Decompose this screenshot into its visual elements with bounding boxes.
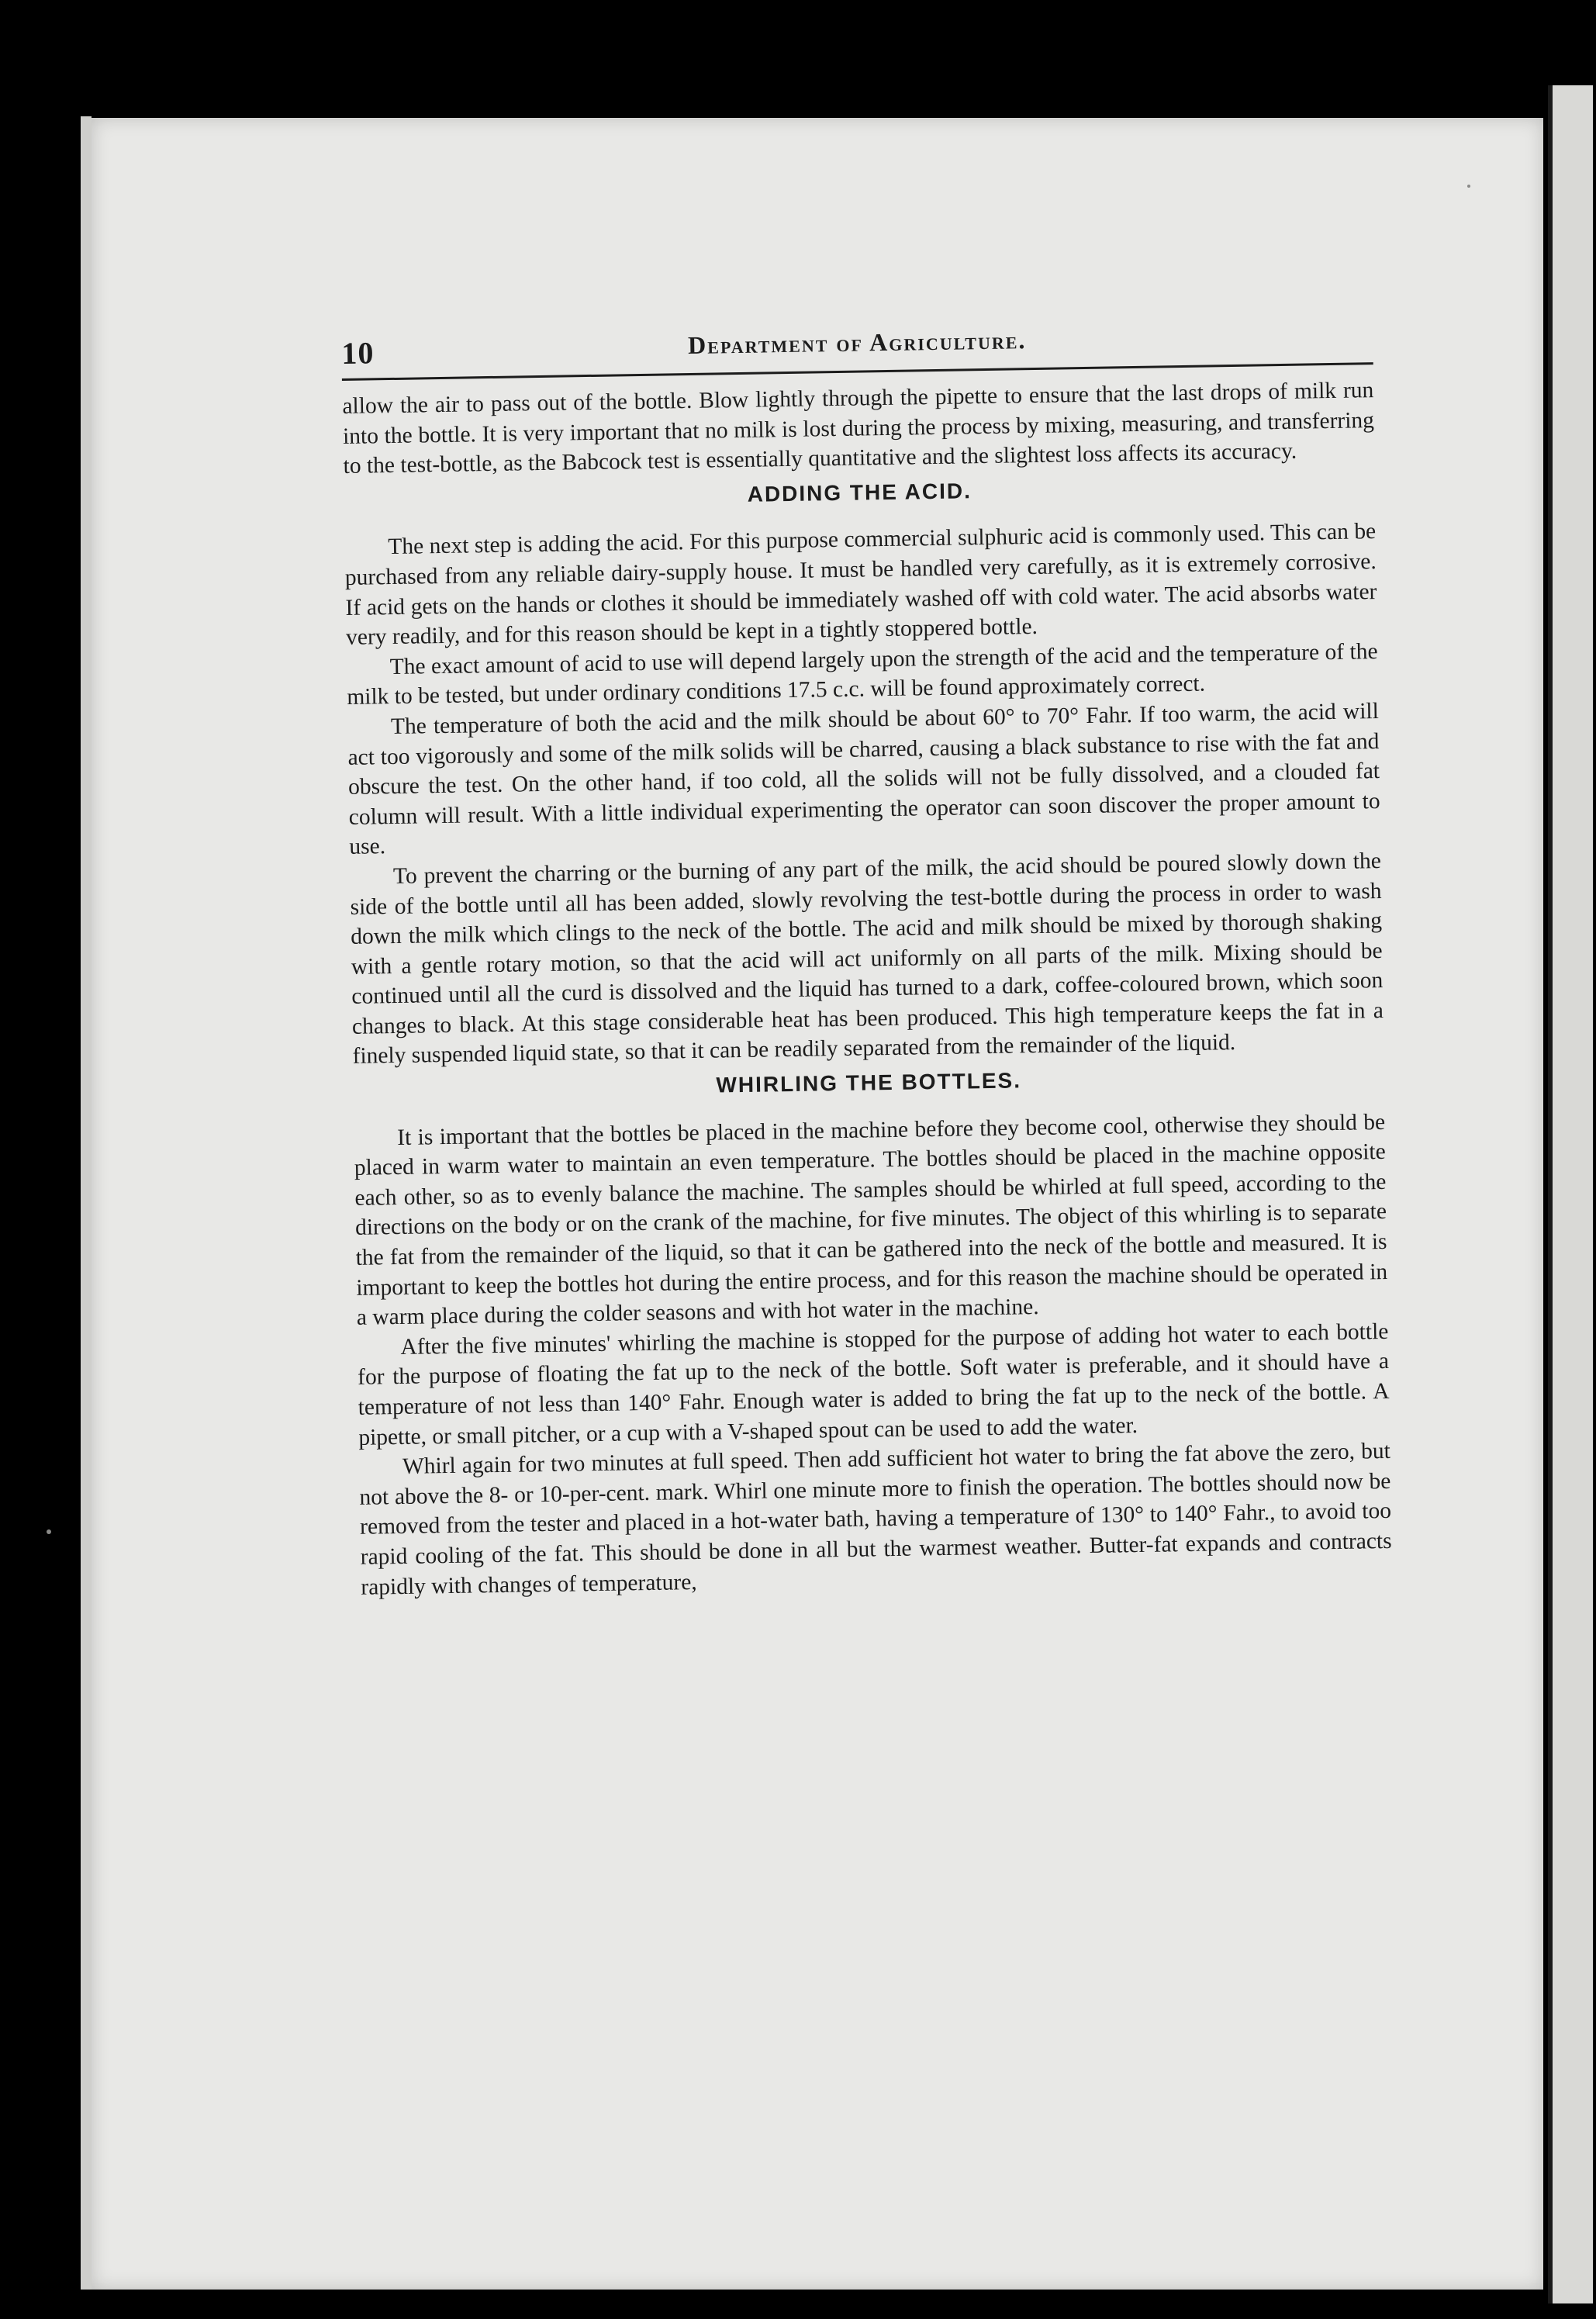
section-heading: WHIRLING THE BOTTLES.	[716, 1068, 1022, 1097]
facing-page-edge	[1548, 85, 1553, 2303]
paragraph: The temperature of both the acid and the milk should be about 60° to 70° Fahr. If too warm, the acid will act too vigorously and some of the milk solids will be charred, causing a black substance to rise with the fat and obscure the test. On the other hand, if too cold, all the solids will not be fully dissolved, and a clouded fat column will result. With a little individual experimenting the operator can soon discover the proper amount to use.	[347, 698, 1380, 860]
paragraph: It is important that the bottles be placed in the machine before they become cool, otherwise they should be placed in warm water to maintain an even temperature. The bottles should be placed in the machine opposite each other, so as to evenly balance the machine. The samples should be whirled at full speed, according to the directions on the body or on the crank of the machine, for five minutes. The object of this whirling is to separate the fat from the remainder of the liquid, so that it can be gathered into the neck of the bottle and measured. It is important to keep the bottles hot during the entire process, and for this reason the machine should be operated in a warm place during the colder seasons and with hot water in the machine.	[354, 1109, 1388, 1331]
scan-speck	[47, 1529, 51, 1534]
paragraph: To prevent the charring or the burning of any part of the milk, the acid should be poured slowly down the side of the bottle until all has been added, slowly revolving the test-bottle during the process in order to wash down the milk which clings to the neck of the bottle. The acid and milk should be mixed by thorough shaking with a gentle rotary motion, so that the acid will act uniformly on all parts of the milk. Mixing should be continued until all the curd is dissolved and the liquid has turned to a dark, coffee-coloured brown, which soon changes to black. At this stage considerable heat has been produced. This high temperature keeps the fat in a finely suspended liquid state, so that it can be readily separated from the remainder of the liquid.	[350, 848, 1384, 1070]
document-body	[341, 319, 1393, 1602]
section-heading: ADDING THE ACID.	[747, 479, 972, 506]
paragraph: allow the air to pass out of the bottle. Blow lightly through the pipette to ensure that the last drops of milk run into the bottle. It is very important that no milk is lost during the process by mixing, measuring, and transferring to the test-bottle, as the Babcock test is essentially quantitative and the slightest loss affects its accuracy.	[342, 378, 1375, 479]
scan-speck	[1467, 185, 1470, 188]
page-left-edge	[81, 116, 92, 2290]
paragraph: The exact amount of acid to use will depend largely upon the strength of the acid and the temperature of the milk to be tested, but under ordinary conditions 17.5 c.c. will be found approximately correct.	[347, 638, 1378, 710]
paragraph: The next step is adding the acid. For this purpose commercial sulphuric acid is commonly used. This can be purchased from any reliable dairy-supply house. It must be handled very carefully, as it is extremely corrosive. If acid gets on the hands or clothes it should be immediately washed off with cold water. The acid absorbs water very readily, and for this reason should be kept in a tightly stoppered bottle.	[344, 519, 1377, 651]
facing-page-strip	[1548, 85, 1593, 2303]
running-title: Department of Agriculture.	[687, 326, 1027, 359]
paragraph: After the five minutes' whirling the machine is stopped for the purpose of adding hot water to each bottle for the purpose of floating the fat up to the neck of the bottle. Soft water is preferable, and it should have a temperature of not less than 140° Fahr. Enough water is added to bring the fat up to the neck of the bottle. A pipette, or small pitcher, or a cup with a V-shaped spout can be used to add the water.	[357, 1318, 1390, 1450]
page-content	[342, 375, 1392, 1602]
paragraph: Whirl again for two minutes at full speed. Then add sufficient hot water to bring the fat above the zero, but not above the 8- or 10-per-cent. mark. Whirl one minute more to finish the operation. The bottles should now be removed from the tester and placed in a hot-water bath, having a temperature of 130° to 140° Fahr., to avoid too rapid cooling of the fat. This should be done in all but the warmest weather. Butter-fat expands and contracts rapidly with changes of temperature,	[359, 1439, 1392, 1600]
page-number: 10	[341, 335, 375, 371]
